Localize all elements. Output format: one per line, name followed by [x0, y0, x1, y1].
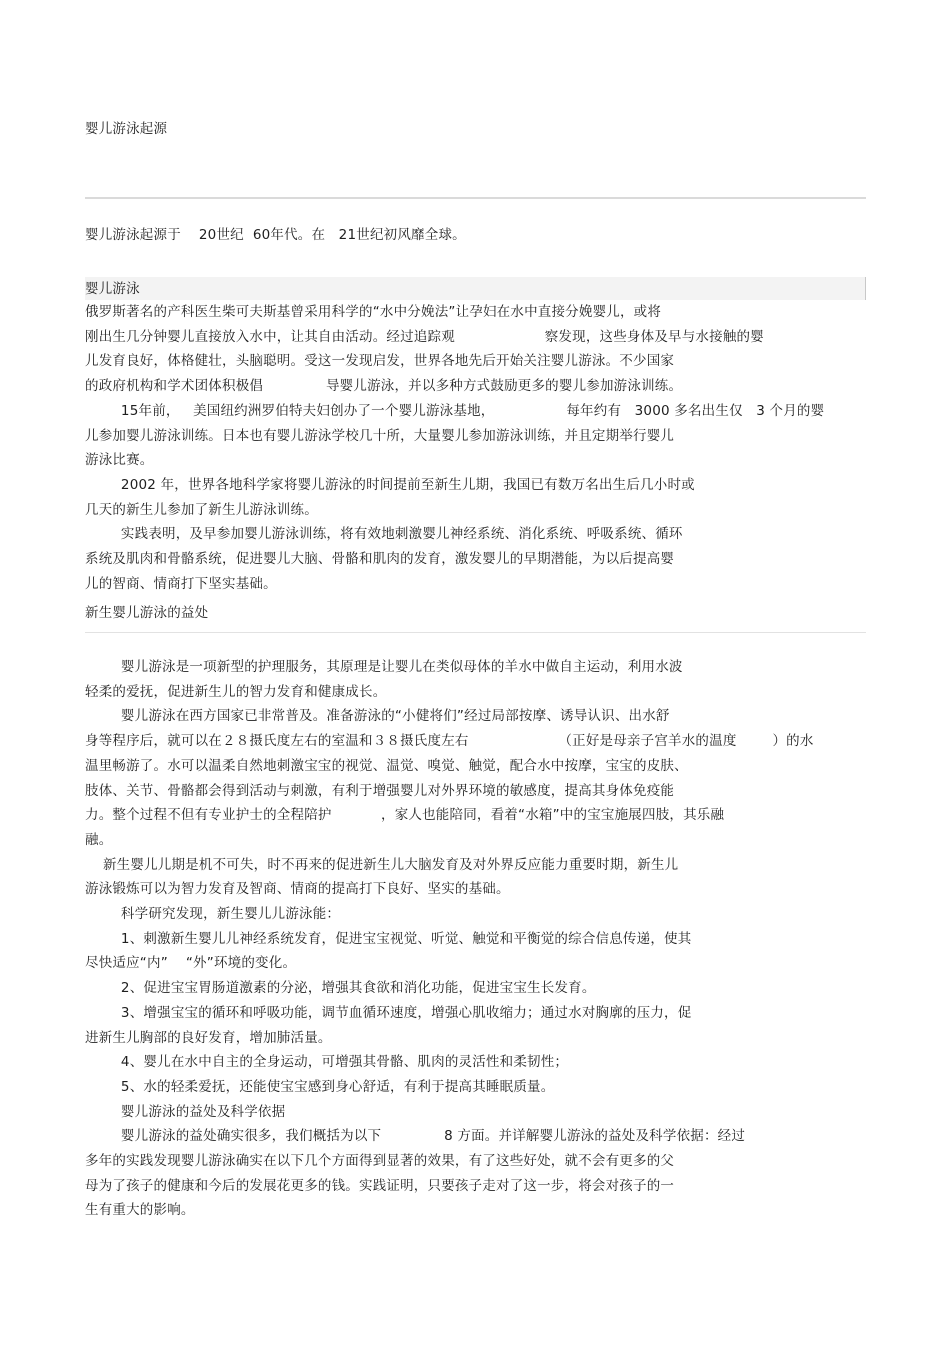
section-heading-baby-swimming: 婴儿游泳	[85, 281, 140, 297]
text-line: 儿发育良好，体格健壮，头脑聪明。受这一发现启发，世界各地先后开始关注婴儿游泳。不少国家	[85, 353, 675, 370]
text-line: 母为了孩子的健康和今后的发展花更多的钱。实践证明，只要孩子走对了这一步，将会对孩子的一	[85, 1177, 675, 1194]
text-line: 生有重大的影响。	[85, 1202, 195, 1219]
text-line: 身等程序后，就可以在２８摄氏度左右的室温和３８摄氏度左右 （正好是母亲子宫羊水的温度 ）的水	[85, 733, 814, 750]
text-line: 游泳比赛。	[85, 452, 154, 469]
text-line: 15年前， 美国纽约洲罗伯特夫妇创办了一个婴儿游泳基地， 每年约有 3000 多名出生仅 3 个月的婴	[85, 402, 825, 419]
text-line: 几天的新生儿参加了新生儿游泳训练。	[85, 501, 318, 518]
text-line: 婴儿游泳是一项新型的护理服务，其原理是让婴儿在类似母体的羊水中做自主运动，利用水波	[85, 659, 683, 675]
text-line: 多年的实践发现婴儿游泳确实在以下几个方面得到显著的效果，有了这些好处，就不会有更多的父	[85, 1153, 675, 1169]
section-divider	[85, 632, 866, 633]
text-line: 儿的智商、情商打下坚实基础。	[85, 575, 277, 592]
text-line: 2002 年，世界各地科学家将婴儿游泳的时间提前至新生儿期，我国已有数万名出生后几小时或	[85, 476, 695, 493]
title-divider	[85, 197, 866, 199]
text-line: 游泳锻炼可以为智力发育及智商、情商的提高打下良好、坚实的基础。	[85, 881, 510, 898]
text-line: 儿参加婴儿游泳训练。日本也有婴儿游泳学校几十所，大量婴儿参加游泳训练，并且定期举行婴儿	[85, 427, 675, 444]
text-line: 温里畅游了。水可以温柔自然地刺激宝宝的视觉、温觉、嗅觉、触觉，配合水中按摩，宝宝的皮肤、	[85, 757, 688, 774]
text-line: 4、婴儿在水中自主的全身运动，可增强其骨骼、肌肉的灵活性和柔韧性；	[85, 1054, 569, 1071]
text-line: 2、促进宝宝胃肠道激素的分泌，增强其食欲和消化功能，促进宝宝生长发育。	[85, 980, 596, 997]
text-line: 轻柔的爱抚，促进新生儿的智力发育和健康成长。	[85, 683, 387, 700]
text-line: 融。	[85, 831, 113, 848]
text-line: 刚出生几分钟婴儿直接放入水中，让其自由活动。经过追踪观 察发现，这些身体及早与水接触的婴	[85, 328, 764, 345]
text-line: 肢体、关节、骨骼都会得到活动与刺激，有利于增强婴儿对外界环境的敏感度，提高其身体免疫能	[85, 782, 675, 799]
intro-text: 婴儿游泳起源于 20世纪 60年代。在 21世纪初风靡全球。	[85, 227, 466, 243]
text-line: 进新生儿胸部的良好发育，增加肺活量。	[85, 1029, 332, 1046]
text-line: 系统及肌肉和骨骼系统，促进婴儿大脑、骨骼和肌肉的发育，激发婴儿的早期潜能，为以后提高婴	[85, 551, 675, 567]
text-line: 尽快适应“内” “外”环境的变化。	[85, 955, 297, 972]
text-line: 俄罗斯著名的产科医生柴可夫斯基曾采用科学的“水中分娩法”让孕妇在水中直接分娩婴儿，或将	[85, 304, 662, 320]
text-line: 婴儿游泳的益处及科学依据	[85, 1103, 286, 1120]
text-line: 的政府机构和学术团体积极倡 导婴儿游泳，并以多种方式鼓励更多的婴儿参加游泳训练。	[85, 378, 683, 395]
text-line: 3、增强宝宝的循环和呼吸功能，调节血循环速度，增强心肌收缩力；通过水对胸廓的压力，促	[85, 1004, 692, 1021]
text-line: 5、水的轻柔爱抚，还能使宝宝感到身心舒适，有利于提高其睡眠质量。	[85, 1078, 555, 1095]
text-line: 实践表明，及早参加婴儿游泳训练，将有效地刺激婴儿神经系统、消化系统、呼吸系统、循环	[85, 526, 683, 543]
text-line: 婴儿游泳在西方国家已非常普及。准备游泳的“小健将们”经过局部按摩、诱导认识、出水舒	[85, 708, 670, 725]
text-line: 力。整个过程不但有专业护士的全程陪护 ，家人也能陪同，看着“水箱”中的宝宝施展四肢，其乐融	[85, 807, 725, 824]
section-heading-newborn-benefits: 新生婴儿游泳的益处	[85, 605, 209, 621]
section-heading-bar	[85, 277, 866, 300]
text-line: 婴儿游泳的益处确实很多，我们概括为以下 8 方面。并详解婴儿游泳的益处及科学依据：经过	[85, 1128, 746, 1145]
text-line: 新生婴儿儿期是机不可失，时不再来的促进新生儿大脑发育及对外界反应能力重要时期，新生儿	[85, 856, 679, 873]
text-line: 1、刺激新生婴儿儿神经系统发育，促进宝宝视觉、听觉、触觉和平衡觉的综合信息传递，使其	[85, 930, 692, 947]
page-title: 婴儿游泳起源	[85, 121, 168, 137]
text-line: 科学研究发现，新生婴儿儿游泳能：	[85, 906, 341, 922]
